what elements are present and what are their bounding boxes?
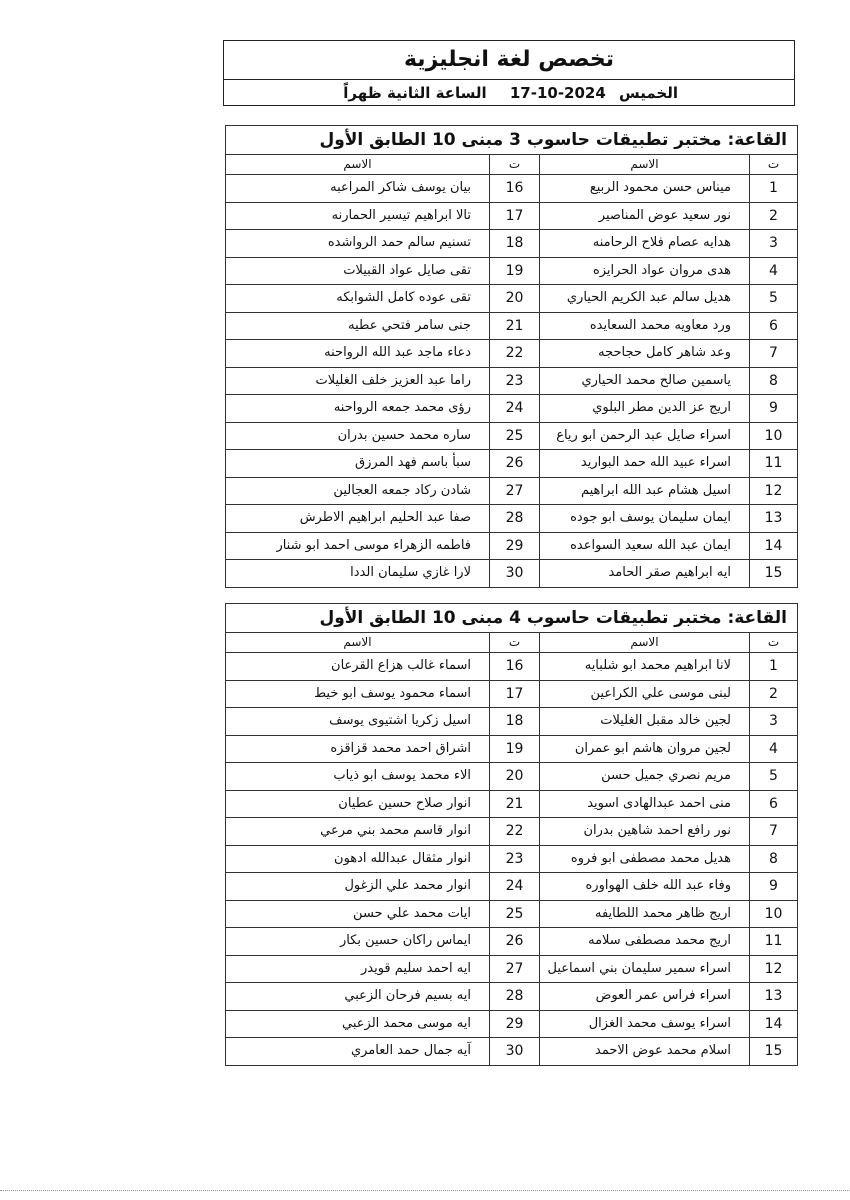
student-name: تقى صايل عواد القبيلات xyxy=(226,257,490,285)
student-number: 7 xyxy=(750,340,798,368)
student-name: تقى عوده كامل الشوابكه xyxy=(226,285,490,313)
student-name: ايمان سليمان يوسف ابو جوده xyxy=(540,505,750,533)
student-number: 26 xyxy=(490,450,540,478)
student-name: تسنيم سالم حمد الرواشده xyxy=(226,230,490,258)
student-name: اسماء محمود يوسف ابو خيط xyxy=(226,680,490,708)
student-number: 8 xyxy=(750,367,798,395)
student-number: 5 xyxy=(750,763,798,791)
student-number: 20 xyxy=(490,285,540,313)
hall-title: القاعة: مختبر تطبيقات حاسوب 3 مبنى 10 الطابق الأول xyxy=(226,126,798,155)
student-name: مريم نصري جميل حسن xyxy=(540,763,750,791)
student-number: 13 xyxy=(750,505,798,533)
student-number: 14 xyxy=(750,532,798,560)
table-row xyxy=(226,1038,798,1066)
table-row xyxy=(226,367,798,395)
student-number: 19 xyxy=(490,735,540,763)
student-name: ايه ابراهيم صقر الحامد xyxy=(540,560,750,588)
column-header-number: ت xyxy=(750,155,798,175)
table-row xyxy=(226,845,798,873)
student-name: ورد معاويه محمد السعايده xyxy=(540,312,750,340)
student-number: 3 xyxy=(750,230,798,258)
student-number: 6 xyxy=(750,312,798,340)
table-row xyxy=(226,175,798,203)
student-name: لانا ابراهيم محمد ابو شلبايه xyxy=(540,653,750,681)
student-number: 22 xyxy=(490,818,540,846)
table-row xyxy=(226,285,798,313)
student-number: 6 xyxy=(750,790,798,818)
student-number: 1 xyxy=(750,175,798,203)
hall-title: القاعة: مختبر تطبيقات حاسوب 4 مبنى 10 الطابق الأول xyxy=(226,604,798,633)
student-name: دعاء ماجد عبد الله الرواحنه xyxy=(226,340,490,368)
exam-schedule-line xyxy=(224,80,794,106)
student-name: ايات محمد علي حسن xyxy=(226,900,490,928)
student-number: 21 xyxy=(490,312,540,340)
student-number: 23 xyxy=(490,845,540,873)
table-row xyxy=(226,505,798,533)
exam-day: الخميس xyxy=(619,84,678,102)
student-number: 9 xyxy=(750,873,798,901)
student-name: ايمان عبد الله سعيد السواعده xyxy=(540,532,750,560)
student-name: وفاء عبد الله خلف الهواوره xyxy=(540,873,750,901)
student-name: اسراء سمير سليمان بني اسماعيل xyxy=(540,955,750,983)
table-row xyxy=(226,790,798,818)
table-row xyxy=(226,735,798,763)
student-number: 29 xyxy=(490,532,540,560)
table-row xyxy=(226,928,798,956)
student-number: 25 xyxy=(490,422,540,450)
student-name: نور رافع احمد شاهين بدران xyxy=(540,818,750,846)
table-row xyxy=(226,230,798,258)
table-row xyxy=(226,983,798,1011)
student-name: هدايه عصام فلاح الرحامنه xyxy=(540,230,750,258)
student-number: 27 xyxy=(490,477,540,505)
column-header-number: ت xyxy=(490,633,540,653)
student-number: 5 xyxy=(750,285,798,313)
student-name: اريج محمد مصطفى سلامه xyxy=(540,928,750,956)
hall-table-1 xyxy=(225,125,798,588)
column-header-row xyxy=(226,633,798,653)
student-name: تالا ابراهيم تيسير الحمارنه xyxy=(226,202,490,230)
student-number: 8 xyxy=(750,845,798,873)
student-name: اسراء فراس عمر العوض xyxy=(540,983,750,1011)
student-name: منى احمد عبدالهادى اسويد xyxy=(540,790,750,818)
student-name: هدى مروان عواد الحرايزه xyxy=(540,257,750,285)
student-name: رؤى محمد جمعه الرواحنه xyxy=(226,395,490,423)
exam-time: الساعة الثانية ظهراً xyxy=(343,84,487,102)
table-row xyxy=(226,873,798,901)
table-row xyxy=(226,818,798,846)
student-number: 18 xyxy=(490,230,540,258)
student-number: 10 xyxy=(750,422,798,450)
student-number: 19 xyxy=(490,257,540,285)
student-number: 30 xyxy=(490,560,540,588)
hall-table-2 xyxy=(225,603,798,1066)
student-number: 16 xyxy=(490,175,540,203)
table-row xyxy=(226,680,798,708)
student-name: انوار محمد علي الزغول xyxy=(226,873,490,901)
student-name: لجين خالد مقبل الغليلات xyxy=(540,708,750,736)
column-header-number: ت xyxy=(750,633,798,653)
student-number: 26 xyxy=(490,928,540,956)
table-row xyxy=(226,955,798,983)
student-number: 7 xyxy=(750,818,798,846)
student-number: 1 xyxy=(750,653,798,681)
student-name: ايه احمد سليم قويدر xyxy=(226,955,490,983)
student-name: نور سعيد عوض المناصير xyxy=(540,202,750,230)
table-row xyxy=(226,422,798,450)
table-row xyxy=(226,477,798,505)
student-number: 14 xyxy=(750,1010,798,1038)
column-header-name: الاسم xyxy=(540,633,750,653)
student-name: ياسمين صالح محمد الحياري xyxy=(540,367,750,395)
student-name: آيه جمال حمد العامري xyxy=(226,1038,490,1066)
student-number: 11 xyxy=(750,928,798,956)
document-header xyxy=(223,40,795,106)
student-number: 28 xyxy=(490,505,540,533)
student-name: بيان يوسف شاكر المراعبه xyxy=(226,175,490,203)
student-name: ايه موسى محمد الزعبي xyxy=(226,1010,490,1038)
student-number: 11 xyxy=(750,450,798,478)
student-name: لجين مروان هاشم ابو عمران xyxy=(540,735,750,763)
student-name: انوار صلاح حسين عطيان xyxy=(226,790,490,818)
student-name: شادن ركاد جمعه العجالين xyxy=(226,477,490,505)
page-title: تخصص لغة انجليزية xyxy=(224,41,794,80)
student-number: 4 xyxy=(750,735,798,763)
student-name: هديل سالم عبد الكريم الحياري xyxy=(540,285,750,313)
table-row xyxy=(226,653,798,681)
student-number: 24 xyxy=(490,395,540,423)
column-header-row xyxy=(226,155,798,175)
student-number: 27 xyxy=(490,955,540,983)
student-name: ايماس راكان حسين بكار xyxy=(226,928,490,956)
column-header-number: ت xyxy=(490,155,540,175)
student-number: 21 xyxy=(490,790,540,818)
student-name: الاء محمد يوسف ابو ذياب xyxy=(226,763,490,791)
table-row xyxy=(226,900,798,928)
student-number: 4 xyxy=(750,257,798,285)
student-number: 29 xyxy=(490,1010,540,1038)
student-number: 28 xyxy=(490,983,540,1011)
exam-date: 17-10-2024 xyxy=(509,84,606,102)
student-number: 17 xyxy=(490,680,540,708)
column-header-name: الاسم xyxy=(226,155,490,175)
student-name: اشراق احمد محمد قزاقزه xyxy=(226,735,490,763)
student-name: اسيل زكريا اشتيوى يوسف xyxy=(226,708,490,736)
student-number: 22 xyxy=(490,340,540,368)
student-number: 10 xyxy=(750,900,798,928)
student-name: اسيل هشام عبد الله ابراهيم xyxy=(540,477,750,505)
student-number: 30 xyxy=(490,1038,540,1066)
student-name: اريج عز الدين مطر البلوي xyxy=(540,395,750,423)
student-number: 9 xyxy=(750,395,798,423)
student-number: 23 xyxy=(490,367,540,395)
student-name: اسراء صايل عبد الرحمن ابو رياع xyxy=(540,422,750,450)
student-number: 13 xyxy=(750,983,798,1011)
table-row xyxy=(226,763,798,791)
column-header-name: الاسم xyxy=(226,633,490,653)
student-name: لبنى موسى علي الكراعين xyxy=(540,680,750,708)
student-name: فاطمه الزهراء موسى احمد ابو شنار xyxy=(226,532,490,560)
student-name: هديل محمد مصطفى ابو فروه xyxy=(540,845,750,873)
student-number: 15 xyxy=(750,1038,798,1066)
student-name: صفا عبد الحليم ابراهيم الاطرش xyxy=(226,505,490,533)
student-name: ميناس حسن محمود الربيع xyxy=(540,175,750,203)
student-name: اريج ظاهر محمد اللطايفه xyxy=(540,900,750,928)
table-row xyxy=(226,257,798,285)
student-number: 18 xyxy=(490,708,540,736)
student-name: ايه بسيم فرحان الزعبي xyxy=(226,983,490,1011)
student-name: اسماء غالب هزاع القرعان xyxy=(226,653,490,681)
table-row xyxy=(226,312,798,340)
page-edge-line xyxy=(0,1190,850,1192)
student-name: وعد شاهر كامل حجاحجه xyxy=(540,340,750,368)
student-number: 17 xyxy=(490,202,540,230)
student-name: انوار مثقال عبدالله ادهون xyxy=(226,845,490,873)
student-number: 2 xyxy=(750,680,798,708)
student-number: 20 xyxy=(490,763,540,791)
table-row xyxy=(226,395,798,423)
student-name: راما عبد العزيز خلف الغليلات xyxy=(226,367,490,395)
student-name: اسراء يوسف محمد الغزال xyxy=(540,1010,750,1038)
student-number: 16 xyxy=(490,653,540,681)
student-name: لارا غازي سليمان الددا xyxy=(226,560,490,588)
table-row xyxy=(226,450,798,478)
table-row xyxy=(226,532,798,560)
table-row xyxy=(226,708,798,736)
table-row xyxy=(226,560,798,588)
column-header-name: الاسم xyxy=(540,155,750,175)
student-name: ساره محمد حسين بدران xyxy=(226,422,490,450)
table-row xyxy=(226,340,798,368)
student-name: اسلام محمد عوض الاحمد xyxy=(540,1038,750,1066)
student-number: 24 xyxy=(490,873,540,901)
table-row xyxy=(226,202,798,230)
student-name: سبأ باسم فهد المرزق xyxy=(226,450,490,478)
table-row xyxy=(226,1010,798,1038)
student-number: 3 xyxy=(750,708,798,736)
student-number: 2 xyxy=(750,202,798,230)
student-name: انوار قاسم محمد بني مرعي xyxy=(226,818,490,846)
student-number: 15 xyxy=(750,560,798,588)
student-name: جنى سامر فتحي عطيه xyxy=(226,312,490,340)
student-number: 25 xyxy=(490,900,540,928)
student-name: اسراء عبيد الله حمد البواريد xyxy=(540,450,750,478)
student-number: 12 xyxy=(750,477,798,505)
student-number: 12 xyxy=(750,955,798,983)
